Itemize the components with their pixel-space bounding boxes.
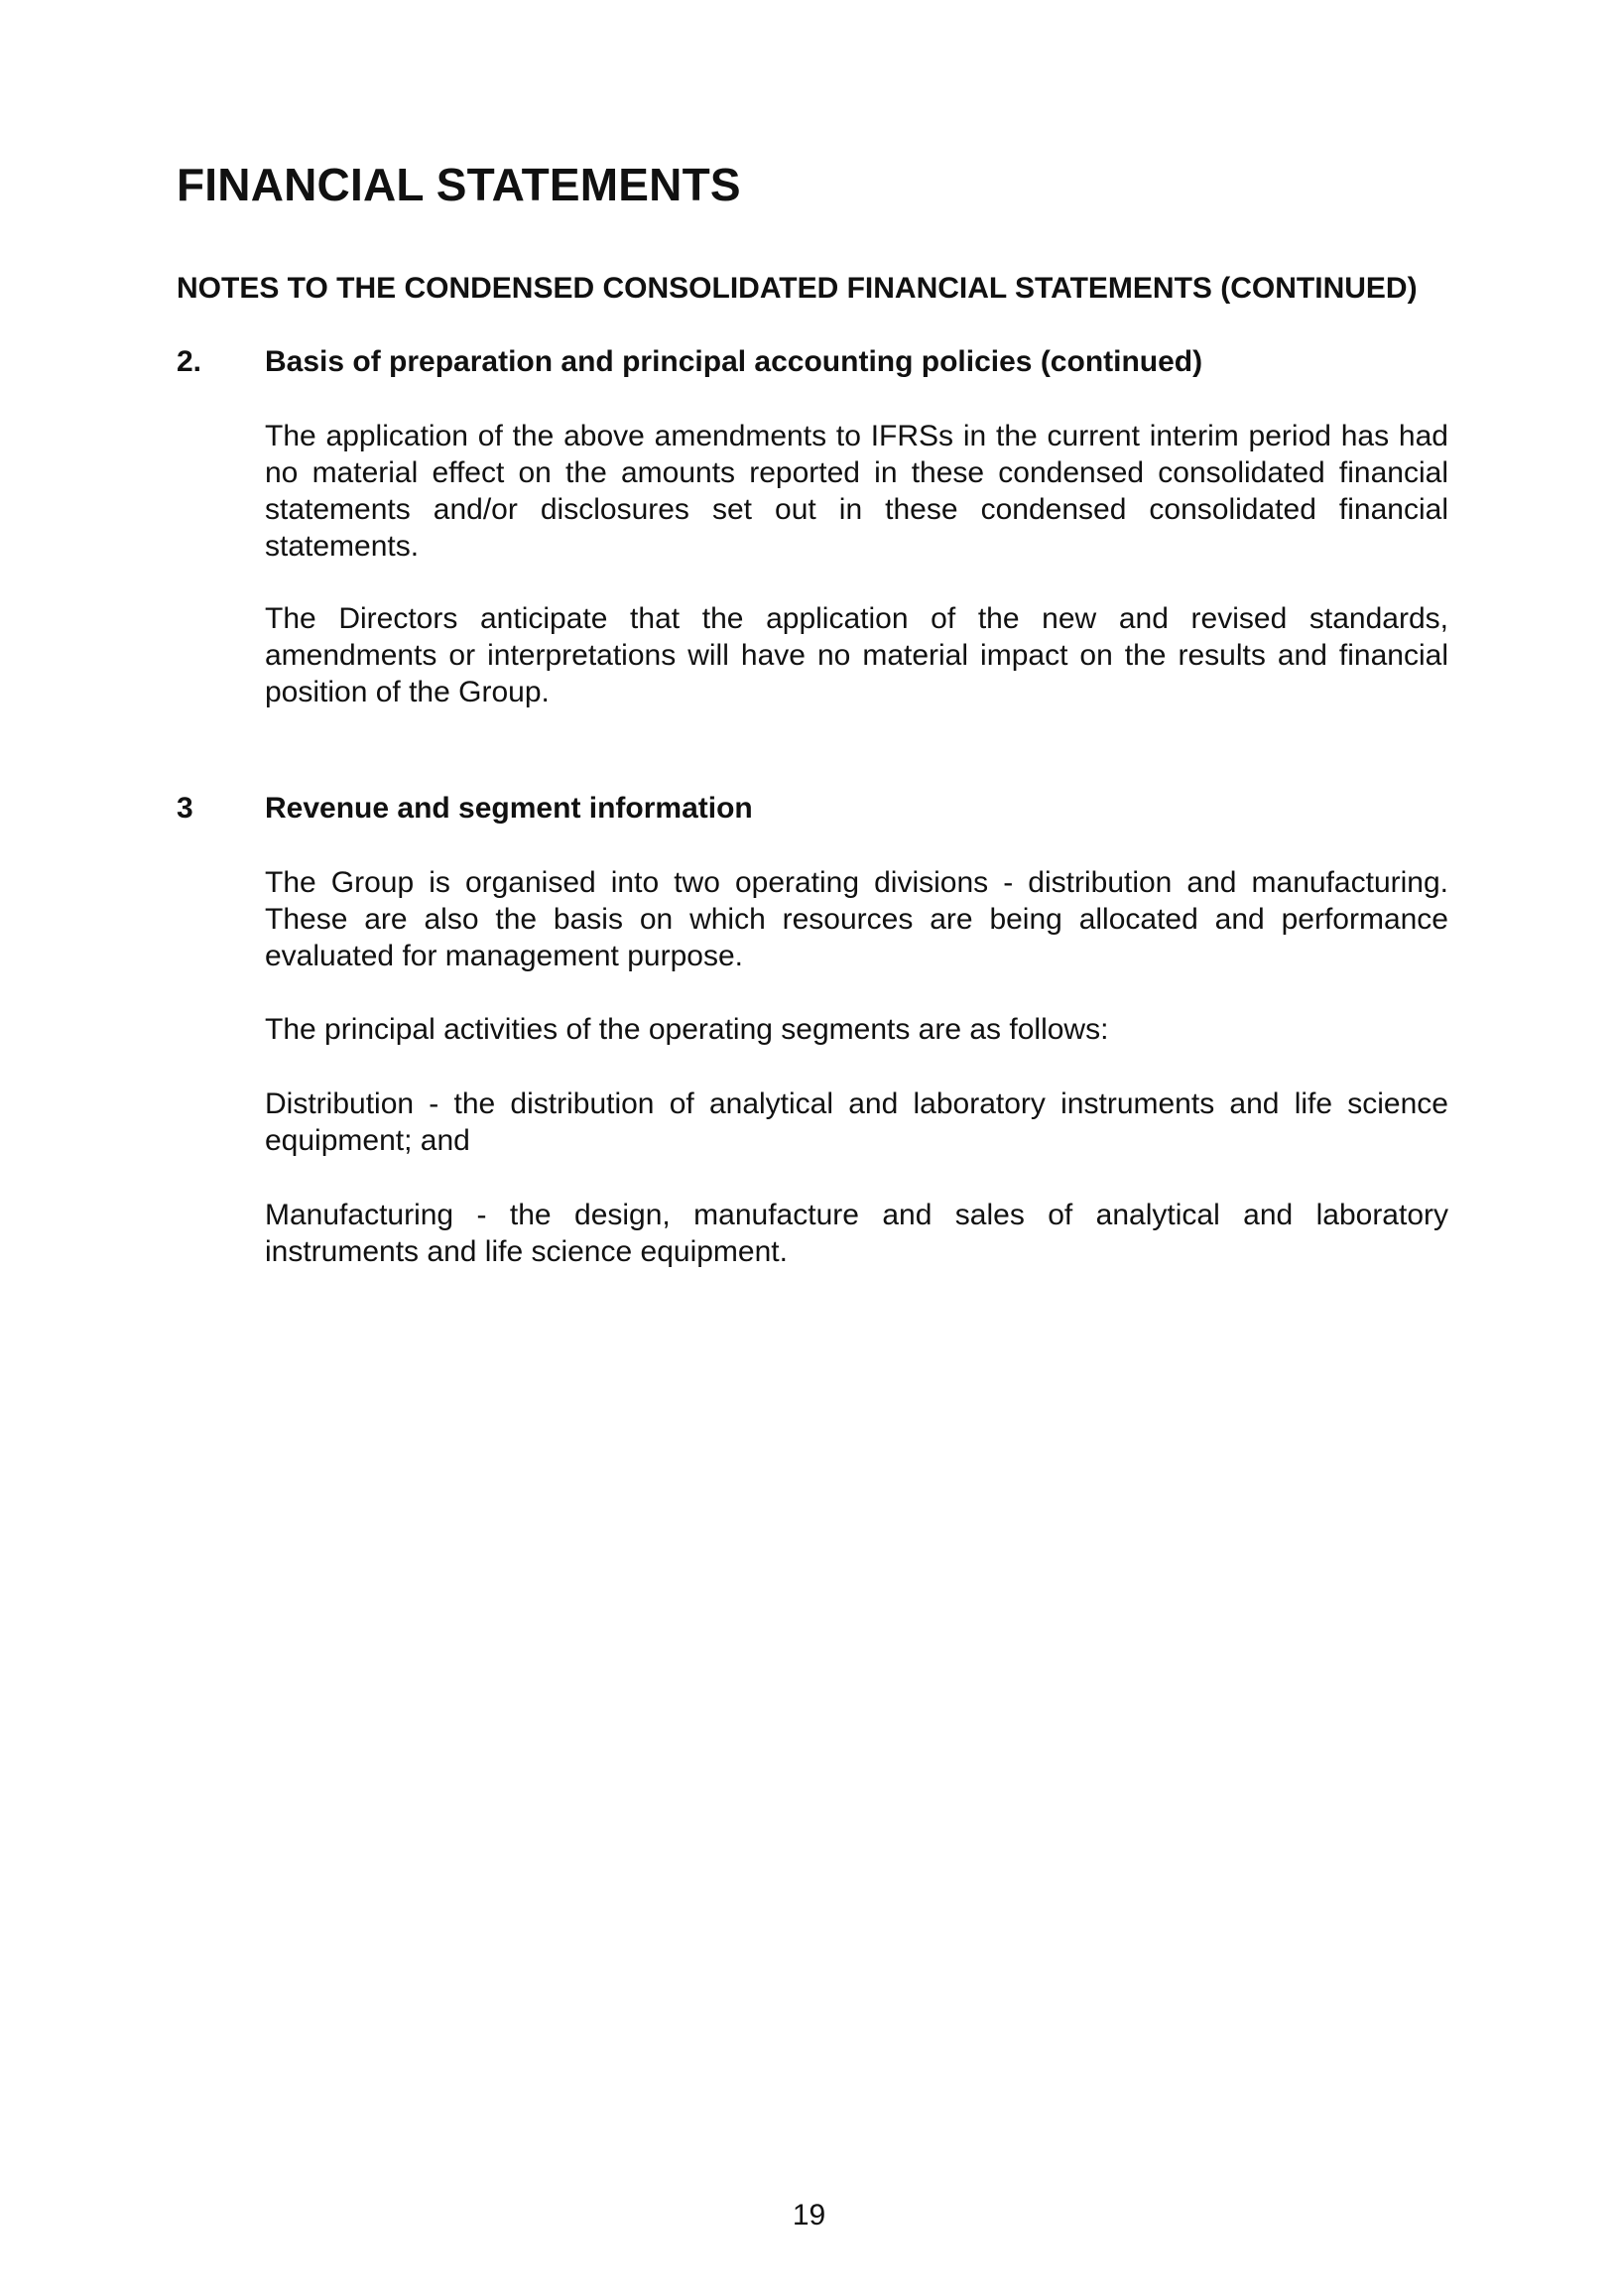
document-title: FINANCIAL STATEMENTS [177, 159, 741, 210]
section-2-title: Basis of preparation and principal accounting policies (continued) [265, 345, 1203, 378]
section-3-paragraph-3: Distribution - the distribution of analytical and laboratory instruments and life science equipment; and [265, 1087, 1448, 1157]
section-3-paragraph-4: Manufacturing - the design, manufacture and sales of analytical and laboratory instruments and life science equipment. [265, 1199, 1448, 1268]
section-3-paragraph-1: The Group is organised into two operating divisions - distribution and manufacturing. These are also the basis on which resources are being allocated and performance evaluated for management purpose. [265, 866, 1448, 972]
page-number: 19 [792, 2199, 826, 2232]
notes-heading: NOTES TO THE CONDENSED CONSOLIDATED FINANCIAL STATEMENTS (CONTINUED) [177, 272, 1418, 305]
section-3-paragraph-2: The principal activities of the operating segments are as follows: [265, 1013, 1109, 1046]
section-2-number: 2. [177, 345, 202, 378]
section-3-number: 3 [177, 792, 193, 825]
section-3-title: Revenue and segment information [265, 792, 753, 825]
section-2-paragraph-1: The application of the above amendments to IFRSs in the current interim period has had no material effect on the amounts reported in these condensed consolidated financial statements and/or disclosures set out in these condensed consolidated financial statements. [265, 420, 1448, 563]
section-2-paragraph-2: The Directors anticipate that the application of the new and revised standards, amendments or interpretations will have no material impact on the results and financial position of the Group. [265, 602, 1448, 708]
